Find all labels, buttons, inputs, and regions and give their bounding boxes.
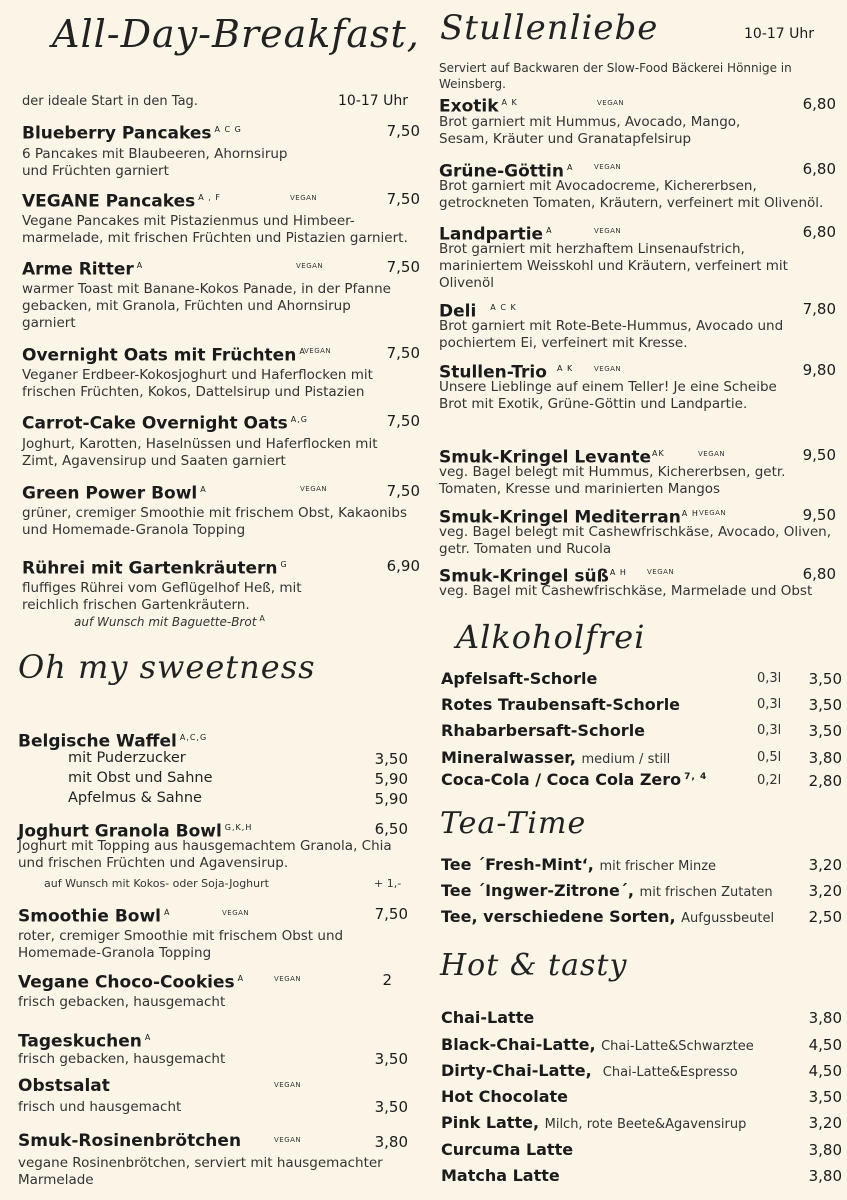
drink-name: Rotes Traubensaft-Schorle [441, 695, 681, 714]
drink-name: Black-Chai-Latte, Chai-Latte&Schwarztee [441, 1035, 754, 1054]
menu-item-desc: Brot garniert mit Avocadocreme, Kichererbsen, getrockneten Tomaten, Kräutern, verfeinert mit Olivenöl. [439, 178, 824, 211]
waffel-option: mit Obst und Sahne [68, 770, 213, 786]
menu-item-desc: Brot garniert mit Hummus, Avocado, Mango, Sesam, Kräuter und Granatapfelsirup [439, 114, 741, 147]
drink-name: Tee ´Fresh-Mint‘, mit frischer Minze [441, 855, 717, 874]
vegan-badge: VEGAN [594, 365, 622, 373]
menu-item-title: Obstsalat [18, 1076, 110, 1096]
tea-heading: Tea-Time [440, 806, 587, 841]
vegan-badge: VEGAN [594, 163, 622, 171]
menu-item-price: 7,50 [386, 344, 420, 362]
menu-item-desc: roter, cremiger Smoothie mit frischem Obst und Homemade-Granola Topping [18, 928, 344, 961]
menu-item-desc: veg. Bagel belegt mit Cashewfrischkäse, Avocado, Oliven, getr. Tomaten und Rucola [439, 524, 832, 557]
menu-item-price: 6,80 [802, 95, 836, 113]
drink-price: 2,80 [808, 772, 842, 790]
drink-price: 3,50 [808, 722, 842, 740]
menu-item-price: 7,50 [374, 905, 408, 923]
drink-volume: 0,5l [757, 750, 782, 765]
waffel-option: Apfelmus & Sahne [68, 790, 202, 806]
menu-item-title: Carrot-Cake Overnight Oats $^{A,G}$ [22, 413, 308, 434]
menu-item-title: Smuk-Rosinenbrötchen [18, 1131, 242, 1151]
drink-price: 3,50 [808, 670, 842, 688]
drink-name: Chai-Latte [441, 1008, 535, 1027]
drink-price: 3,20 [808, 882, 842, 900]
menu-item-desc: Brot garniert mit herzhaftem Linsenaufstrich, mariniertem Weisskohl und Kräutern, verfeinert mit Olivenöl [439, 241, 788, 291]
vegan-badge: VEGAN [304, 347, 332, 355]
waffel-option-price: 3,50 [374, 750, 408, 768]
menu-item-price: 6,80 [802, 160, 836, 178]
stullenliebe-intro: Serviert auf Backwaren der Slow-Food Bäckerei Hönnige in Weinsberg. [439, 61, 792, 91]
drink-name: Curcuma Latte [441, 1140, 574, 1159]
menu-item-desc: 6 Pancakes mit Blaubeeren, Ahornsirup und Früchten garniert [22, 146, 288, 179]
menu-item-desc: fluffiges Rührei vom Geflügelhof Heß, mit reichlich frischen Gartenkräutern. [22, 580, 302, 613]
menu-item-desc: Joghurt mit Topping aus hausgemachtem Granola, Chia und frischen Früchten und Agavensirup. [18, 838, 392, 871]
drink-price: 3,20 [808, 856, 842, 874]
menu-item-title: Stullen-Trio $^{A K}$ [439, 362, 574, 383]
drink-price: 3,80 [808, 749, 842, 767]
vegan-badge: VEGAN [296, 262, 324, 270]
menu-item-title: Smuk-Kringel Mediterran$^{A H}$ [439, 507, 699, 528]
menu-item-desc: Brot garniert mit Rote-Bete-Hummus, Avocado und pochiertem Ei, verfeinert mit Kresse. [439, 318, 784, 351]
drink-price: 3,50 [808, 1088, 842, 1106]
menu-item-price: 6,50 [374, 820, 408, 838]
vegan-badge: VEGAN [594, 227, 622, 235]
menu-item-title: Smuk-Kringel Levante$^{AK}$ [439, 447, 665, 468]
drink-name: Tee ´Ingwer-Zitrone´, mit frischen Zutaten [441, 881, 773, 900]
drink-price: 4,50 [808, 1062, 842, 1080]
vegan-badge: VEGAN [647, 568, 675, 576]
breakfast-hours: 10-17 Uhr [338, 93, 409, 109]
menu-item-price: 9,80 [802, 361, 836, 379]
drink-name: Pink Latte, Milch, rote Beete&Agavensirup [441, 1113, 747, 1132]
drink-volume: 0,3l [757, 671, 782, 686]
menu-item-price: 7,50 [386, 190, 420, 208]
menu-item-title: Rührei mit Gartenkräutern $^G$ [22, 558, 288, 579]
menu-item-title: Exotik $^{A K}$ [439, 96, 518, 117]
menu-item-desc: Unsere Lieblinge auf einem Teller! Je eine Scheibe Brot mit Exotik, Grüne-Göttin und Landpartie. [439, 379, 777, 412]
menu-item-desc: Veganer Erdbeer-Kokosjoghurt und Haferflocken mit frischen Früchten, Kokos, Dattelsirup und Pistazien [22, 367, 373, 400]
menu-item-title: VEGANE Pancakes $^{A , F}$ [22, 191, 221, 212]
menu-item-price: 7,80 [802, 300, 836, 318]
vegan-badge: VEGAN [274, 975, 302, 983]
menu-item-desc: frisch gebacken, hausgemacht [18, 994, 226, 1010]
menu-item-price: 7,50 [386, 122, 420, 140]
menu-item-desc: Vegane Pancakes mit Pistazienmus und Himbeer-marmelade, mit frischen Früchten und Pistazien garniert. [22, 213, 408, 246]
menu-item-title: Joghurt Granola Bowl $^{G,K,H}$ [18, 821, 253, 842]
menu-item-price: 3,50 [374, 1098, 408, 1116]
granola-note: auf Wunsch mit Kokos- oder Soja-Joghurt [44, 877, 269, 890]
breakfast-intro: der ideale Start in den Tag. [22, 94, 198, 109]
drink-volume: 0,2l [757, 773, 782, 788]
menu-item-desc: vegane Rosinenbrötchen, serviert mit hausgemachter Marmelade [18, 1155, 383, 1188]
vegan-badge: VEGAN [290, 194, 318, 202]
drink-name: Coca-Cola / Coca Cola Zero $^{7, 4}$ [441, 770, 708, 789]
drink-name: Tee, verschiedene Sorten, Aufgussbeutel [441, 907, 775, 926]
menu-item-price: 7,50 [386, 412, 420, 430]
menu-item-desc: veg. Bagel mit Cashewfrischkäse, Marmelade und Obst [439, 583, 813, 599]
waffel-option: mit Puderzucker [68, 750, 186, 766]
drink-price: 3,80 [808, 1009, 842, 1027]
menu-item-title: Overnight Oats mit Früchten $^A$ [22, 345, 306, 366]
menu-item-desc: Joghurt, Karotten, Haselnüssen und Haferflocken mit Zimt, Agavensirup und Saaten garniert [22, 436, 378, 469]
vegan-badge: VEGAN [698, 450, 726, 458]
menu-item-price: 2 [382, 971, 392, 989]
menu-item-desc: frisch gebacken, hausgemacht [18, 1051, 226, 1067]
menu-item-title: Grüne-Göttin $^A$ [439, 161, 574, 182]
menu-item-title: Blueberry Pancakes $^{A C G}$ [22, 123, 242, 144]
alkoholfrei-heading: Alkoholfrei [456, 618, 646, 656]
drink-name: Mineralwasser, medium / still [441, 748, 671, 767]
hot-heading: Hot & tasty [440, 948, 628, 983]
drink-price: 3,20 [808, 1114, 842, 1132]
waffel-option-price: 5,90 [374, 770, 408, 788]
sweetness-heading: Oh my sweetness [18, 648, 316, 686]
vegan-badge: VEGAN [222, 909, 250, 917]
baguette-note: auf Wunsch mit Baguette-Brot $^A$ [74, 614, 266, 629]
drink-name: Dirty-Chai-Latte, Chai-Latte&Espresso [441, 1061, 738, 1080]
menu-item-title: Smuk-Kringel süß$^{A H}$ [439, 566, 627, 587]
stullenliebe-heading: Stullenliebe [440, 8, 659, 48]
drink-name: Rhabarbersaft-Schorle [441, 721, 646, 740]
drink-volume: 0,3l [757, 723, 782, 738]
menu-item-price: 3,50 [374, 1050, 408, 1068]
drink-volume: 0,3l [757, 697, 782, 712]
menu-item-desc: warmer Toast mit Banane-Kokos Panade, in der Pfanne gebacken, mit Granola, Früchten und Ahornsirup garniert [22, 281, 391, 331]
drink-price: 3,80 [808, 1141, 842, 1159]
vegan-badge: VEGAN [300, 485, 328, 493]
vegan-badge: VEGAN [274, 1081, 302, 1089]
vegan-badge: VEGAN [274, 1136, 302, 1144]
menu-item-title: Deli $^{A C K}$ [439, 301, 517, 322]
menu-item-title: Vegane Choco-Cookies $^A$ [18, 972, 245, 993]
drink-price: 3,80 [808, 1167, 842, 1185]
menu-item-title: Green Power Bowl $^A$ [22, 483, 207, 504]
vegan-badge: VEGAN [597, 99, 625, 107]
breakfast-heading: All-Day-Breakfast, [52, 12, 420, 56]
drink-price: 3,50 [808, 696, 842, 714]
menu-item-desc: veg. Bagel belegt mit Hummus, Kichererbsen, getr. Tomaten, Kresse und marinierten Mangos [439, 464, 786, 497]
menu-item-desc: frisch und hausgemacht [18, 1099, 182, 1115]
drink-name: Apfelsaft-Schorle [441, 669, 598, 688]
menu-item-price: 9,50 [802, 506, 836, 524]
menu-item-price: 6,80 [802, 565, 836, 583]
menu-item-title: Belgische Waffel $^{A,C,G}$ [18, 731, 208, 752]
menu-item-price: 7,50 [386, 258, 420, 276]
menu-item-price: 6,90 [386, 557, 420, 575]
granola-note-price: + 1,- [374, 877, 402, 890]
drink-price: 4,50 [808, 1036, 842, 1054]
menu-item-price: 9,50 [802, 446, 836, 464]
menu-item-title: Smoothie Bowl $^A$ [18, 906, 171, 927]
menu-item-title: Tageskuchen $^A$ [18, 1031, 152, 1052]
waffel-option-price: 5,90 [374, 790, 408, 808]
drink-price: 2,50 [808, 908, 842, 926]
menu-item-desc: grüner, cremiger Smoothie mit frischem Obst, Kakaonibs und Homemade-Granola Topping [22, 505, 408, 538]
menu-item-title: Landpartie $^A$ [439, 224, 553, 245]
vegan-badge: VEGAN [699, 509, 727, 517]
stullenliebe-hours: 10-17 Uhr [744, 26, 815, 42]
drink-name: Matcha Latte [441, 1166, 560, 1185]
drink-name: Hot Chocolate [441, 1087, 568, 1106]
menu-item-title: Arme Ritter $^A$ [22, 259, 144, 280]
menu-item-price: 6,80 [802, 223, 836, 241]
menu-item-price: 7,50 [386, 482, 420, 500]
menu-item-price: 3,80 [374, 1133, 408, 1151]
